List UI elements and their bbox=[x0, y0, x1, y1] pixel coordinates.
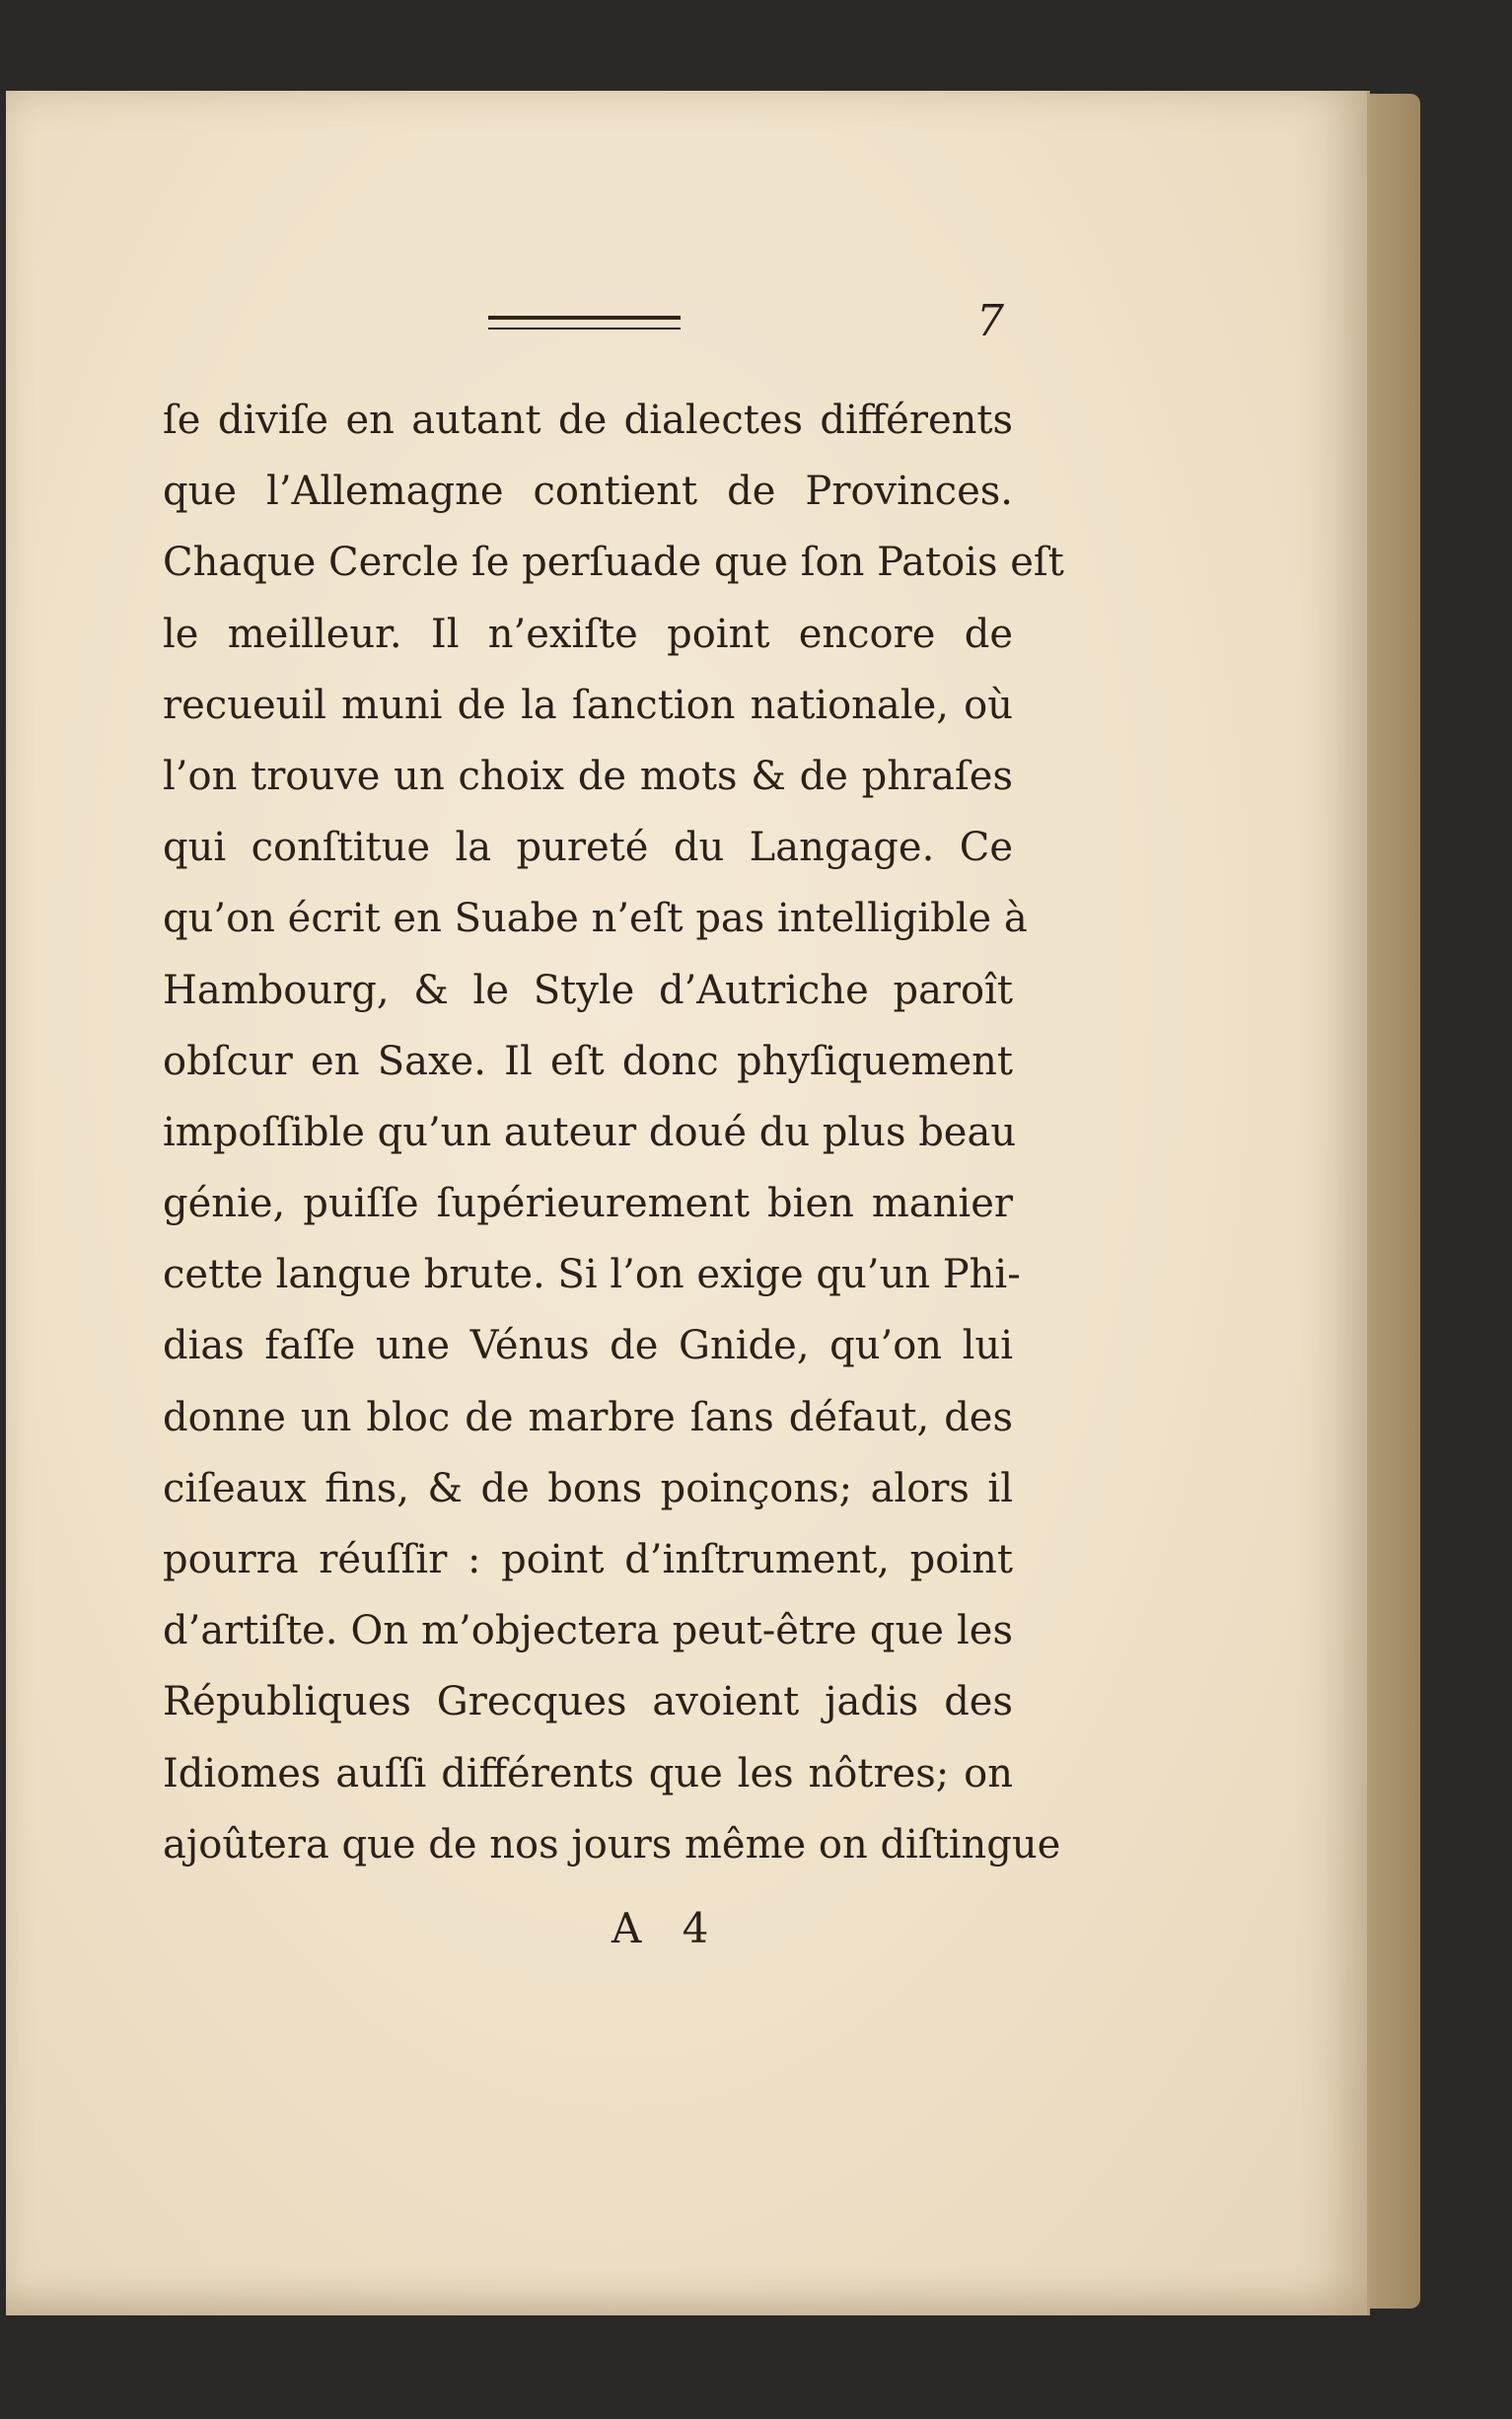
text-line: qui conſtitue la pureté du Langage. Ce bbox=[163, 825, 1013, 871]
text-line: que l’Allemagne contient de Provinces. bbox=[163, 469, 1013, 515]
text-line: recueuil muni de la ſanction nationale, où bbox=[163, 682, 1013, 728]
text-line: dias faſſe une Vénus de Gnide, qu’on lui bbox=[163, 1323, 1013, 1369]
signature-mark: A 4 bbox=[612, 1904, 723, 1952]
text-line: obſcur en Saxe. Il eſt donc phyſiquement bbox=[163, 1038, 1013, 1084]
header-rule bbox=[488, 316, 681, 330]
text-line: Hambourg, & le Style d’Autriche paroît bbox=[163, 967, 1013, 1013]
body-text bbox=[163, 385, 1064, 1880]
page-number: 7 bbox=[976, 296, 1004, 346]
text-line: génie, puiſſe ſupérieurement bien manier bbox=[163, 1181, 1013, 1227]
text-line: ſe diviſe en autant de dialectes différents bbox=[163, 398, 1013, 443]
text-line: ciſeaux fins, & de bons poinçons; alors il bbox=[163, 1465, 1013, 1511]
text-line: pourra réuſſir : point d’inſtrument, point bbox=[163, 1537, 1013, 1582]
text-line: l’on trouve un choix de mots & de phraſes bbox=[163, 753, 1013, 799]
text-line: Républiques Grecques avoient jadis des bbox=[163, 1679, 1013, 1725]
text-line: d’artiſte. On m’objectera peut-être que les bbox=[163, 1608, 1013, 1654]
text-line: ajoûtera que de nos jours même on diſtingue bbox=[163, 1821, 1061, 1868]
text-line: cette langue brute. Si l’on exige qu’un Phi- bbox=[163, 1252, 1021, 1298]
text-line: Chaque Cercle ſe perſuade que ſon Patois eſt bbox=[163, 540, 1064, 586]
text-line: impoſſible qu’un auteur doué du plus beau bbox=[163, 1109, 1017, 1155]
text-line: Idiomes auſſi différents que les nôtres; on bbox=[163, 1750, 1013, 1796]
text-line: qu’on écrit en Suabe n’eſt pas intelligible à bbox=[163, 896, 1028, 942]
text-line: le meilleur. Il n’exiſte point encore de bbox=[163, 611, 1013, 657]
text-line: donne un bloc de marbre ſans défaut, des bbox=[163, 1394, 1013, 1440]
